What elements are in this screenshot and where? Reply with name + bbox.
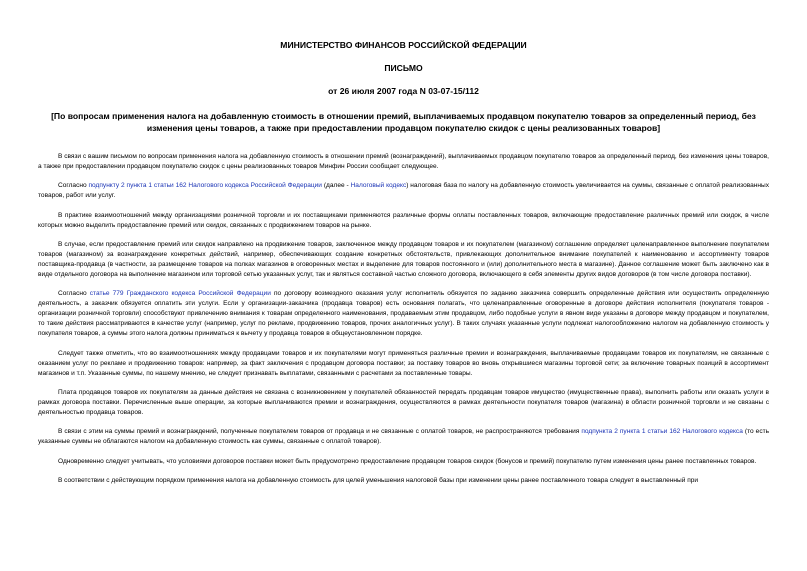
paragraph-5 <box>38 289 769 339</box>
document-type-heading: ПИСЬМО <box>384 63 423 73</box>
document-subject: [По вопросам применения налога на добавленную стоимость в отношении премий, выплачиваемых продавцом покупателю товаров за определенный период, без изменения цены товаров, а также при предоставлении продавцом покупателю скидок с цены реализованных товаров] <box>51 111 756 133</box>
document-page <box>38 40 769 495</box>
paragraph-4: В случае, если предоставление премий или скидок направлено на продвижение товаров, заключенное между продавцом товаров и их покупателем (магазином) соглашение определяет целенаправленное выполнение покупателем товаров (магазином) за вознаграждение конкретных действий, например, обеспечивающих создание конкретных обстоятельств, привлекающих дополнительное внимание покупателей к наименованию и ассортименту товаров поставщика-продавца (в частности, за размещение товаров на полках магазинов в оговоренных местах и выделение для товаров постоянного и (или) дополнительного места в магазине). Данное соглашение может быть заключено как в виде отдельного договора на выполнение магазином или торговой сетью указанных услуг, так и являться составной частью сложного договора, включающего в себя элементы других видов договоров (в том числе договора поставки). <box>38 240 769 278</box>
paragraph-7: Плата продавцов товаров их покупателям за данные действия не связана с возникновением у покупателей обязанностей передать продавцам товаров имущество (имущественные права), выполнить работы или оказать услуги в рамках договора поставки. Перечисленные выше операции, за которые выплачиваются премии и вознаграждения, осуществляются в рамках деятельности покупателя товаров (магазина) в области розничной торговли и не связаны с деятельностью продавца товаров. <box>38 388 769 417</box>
paragraph-8 <box>38 427 769 447</box>
link-civil-code-article-779[interactable]: статье 779 Гражданского кодекса Российской Федерации <box>89 290 271 298</box>
document-date-number: от 26 июля 2007 года N 03-07-15/112 <box>328 86 479 96</box>
paragraph-text: Согласно <box>58 182 89 190</box>
paragraph-text: по договору возмездного оказания услуг исполнитель обязуется по заданию заказчика совершить определенные действия или осуществить определенную деятельность, а заказчик обязуется оплатить эти услуги. Если у организации-заказчика (продавца товаров) есть основания полагать, что целенаправленные оговоренные в договоре действия исполнителя (покупателя товаров - организации розничной торговли) способствуют привлечению внимания к товарам определенного наименования, продаваемым этим продавцом, либо подобные услуги в явном виде указаны в договоре между продавцом и покупателем, то такие действия рассматриваются в качестве услуг (например, услуг по рекламе, продвижению товаров, прочих аналогичных услуг). В таких случаях указанные услуги подлежат налогообложению налогом на добавленную стоимость у покупателя товаров, а суммы этого налога должны приниматься к вычету у продавца товаров в общеустановленном порядке. <box>38 290 769 338</box>
paragraph-2 <box>38 181 769 201</box>
paragraph-3: В практике взаимоотношений между организациями розничной торговли и их поставщиками применяются различные формы оплаты поставленных товаров, включающие предоставление различных премий или скидок, в числе которых можно выделить предоставление премий или скидок, связанных с продвижением товаров на рынке. <box>38 211 769 229</box>
link-nk-article-162[interactable]: подпункту 2 пункта 1 статьи 162 Налогового кодекса Российской Федерации <box>88 182 322 190</box>
link-nk-article-162-sub2[interactable]: подпункта 2 пункта 1 статьи 162 Налогового кодекса <box>581 428 743 436</box>
paragraph-9: Одновременно следует учитывать, что условиями договоров поставки может быть предусмотрено предоставление продавцом товаров скидок (бонусов и премий) покупателю путем изменения цены ранее поставленных товаров. <box>58 457 757 465</box>
paragraph-text: ) налоговая база по налогу на добавленную стоимость увеличивается на суммы, связанные с оплатой реализованных товаров, работ или услуг. <box>38 182 769 200</box>
paragraph-text: (то есть указанные суммы не облагаются налогом на добавленную стоимость как суммы, связанные с оплатой товаров). <box>38 428 769 446</box>
paragraph-text: (далее - <box>321 182 351 190</box>
paragraph-text: Согласно <box>58 290 90 298</box>
paragraph-6: Следует также отметить, что во взаимоотношениях между продавцами товаров и их покупателями могут применяться различные премии и вознаграждения, выплачиваемые продавцами товаров их покупателям, не связанные с оказанием услуг по рекламе и продвижению товаров: например, за факт заключения с продавцом договора поставки; за поставку товаров во вновь открывшиеся магазины торговой сети; за включение товарных позиций в ассортимент магазинов и т.п. Указанные суммы, по нашему мнению, не следует признавать выплатами, связанными с расчетами за поставленные товары. <box>38 349 769 377</box>
paragraph-10: В соответствии с действующим порядком применения налога на добавленную стоимость для целей уменьшения налоговой базы при изменении цены ранее поставленного товара следует в выставленный при <box>58 476 699 484</box>
document-body <box>38 152 769 486</box>
ministry-heading: МИНИСТЕРСТВО ФИНАНСОВ РОССИЙСКОЙ ФЕДЕРАЦИИ <box>280 40 527 50</box>
paragraph-1: В связи с вашим письмом по вопросам применения налога на добавленную стоимость в отношении премий (вознаграждений), выплачиваемых продавцом покупателю товаров за определенный период, без изменения цены товаров, а также при предоставлении продавцом покупателю скидок с цены реализованных товаров Минфин России сообщает следующее. <box>38 153 769 171</box>
paragraph-text: В связи с этим на суммы премий и вознаграждений, полученные покупателем товаров от продавца и не связанные с оплатой товаров, не распространяются требования <box>58 428 582 436</box>
link-tax-code[interactable]: Налоговый кодекс <box>350 182 407 190</box>
